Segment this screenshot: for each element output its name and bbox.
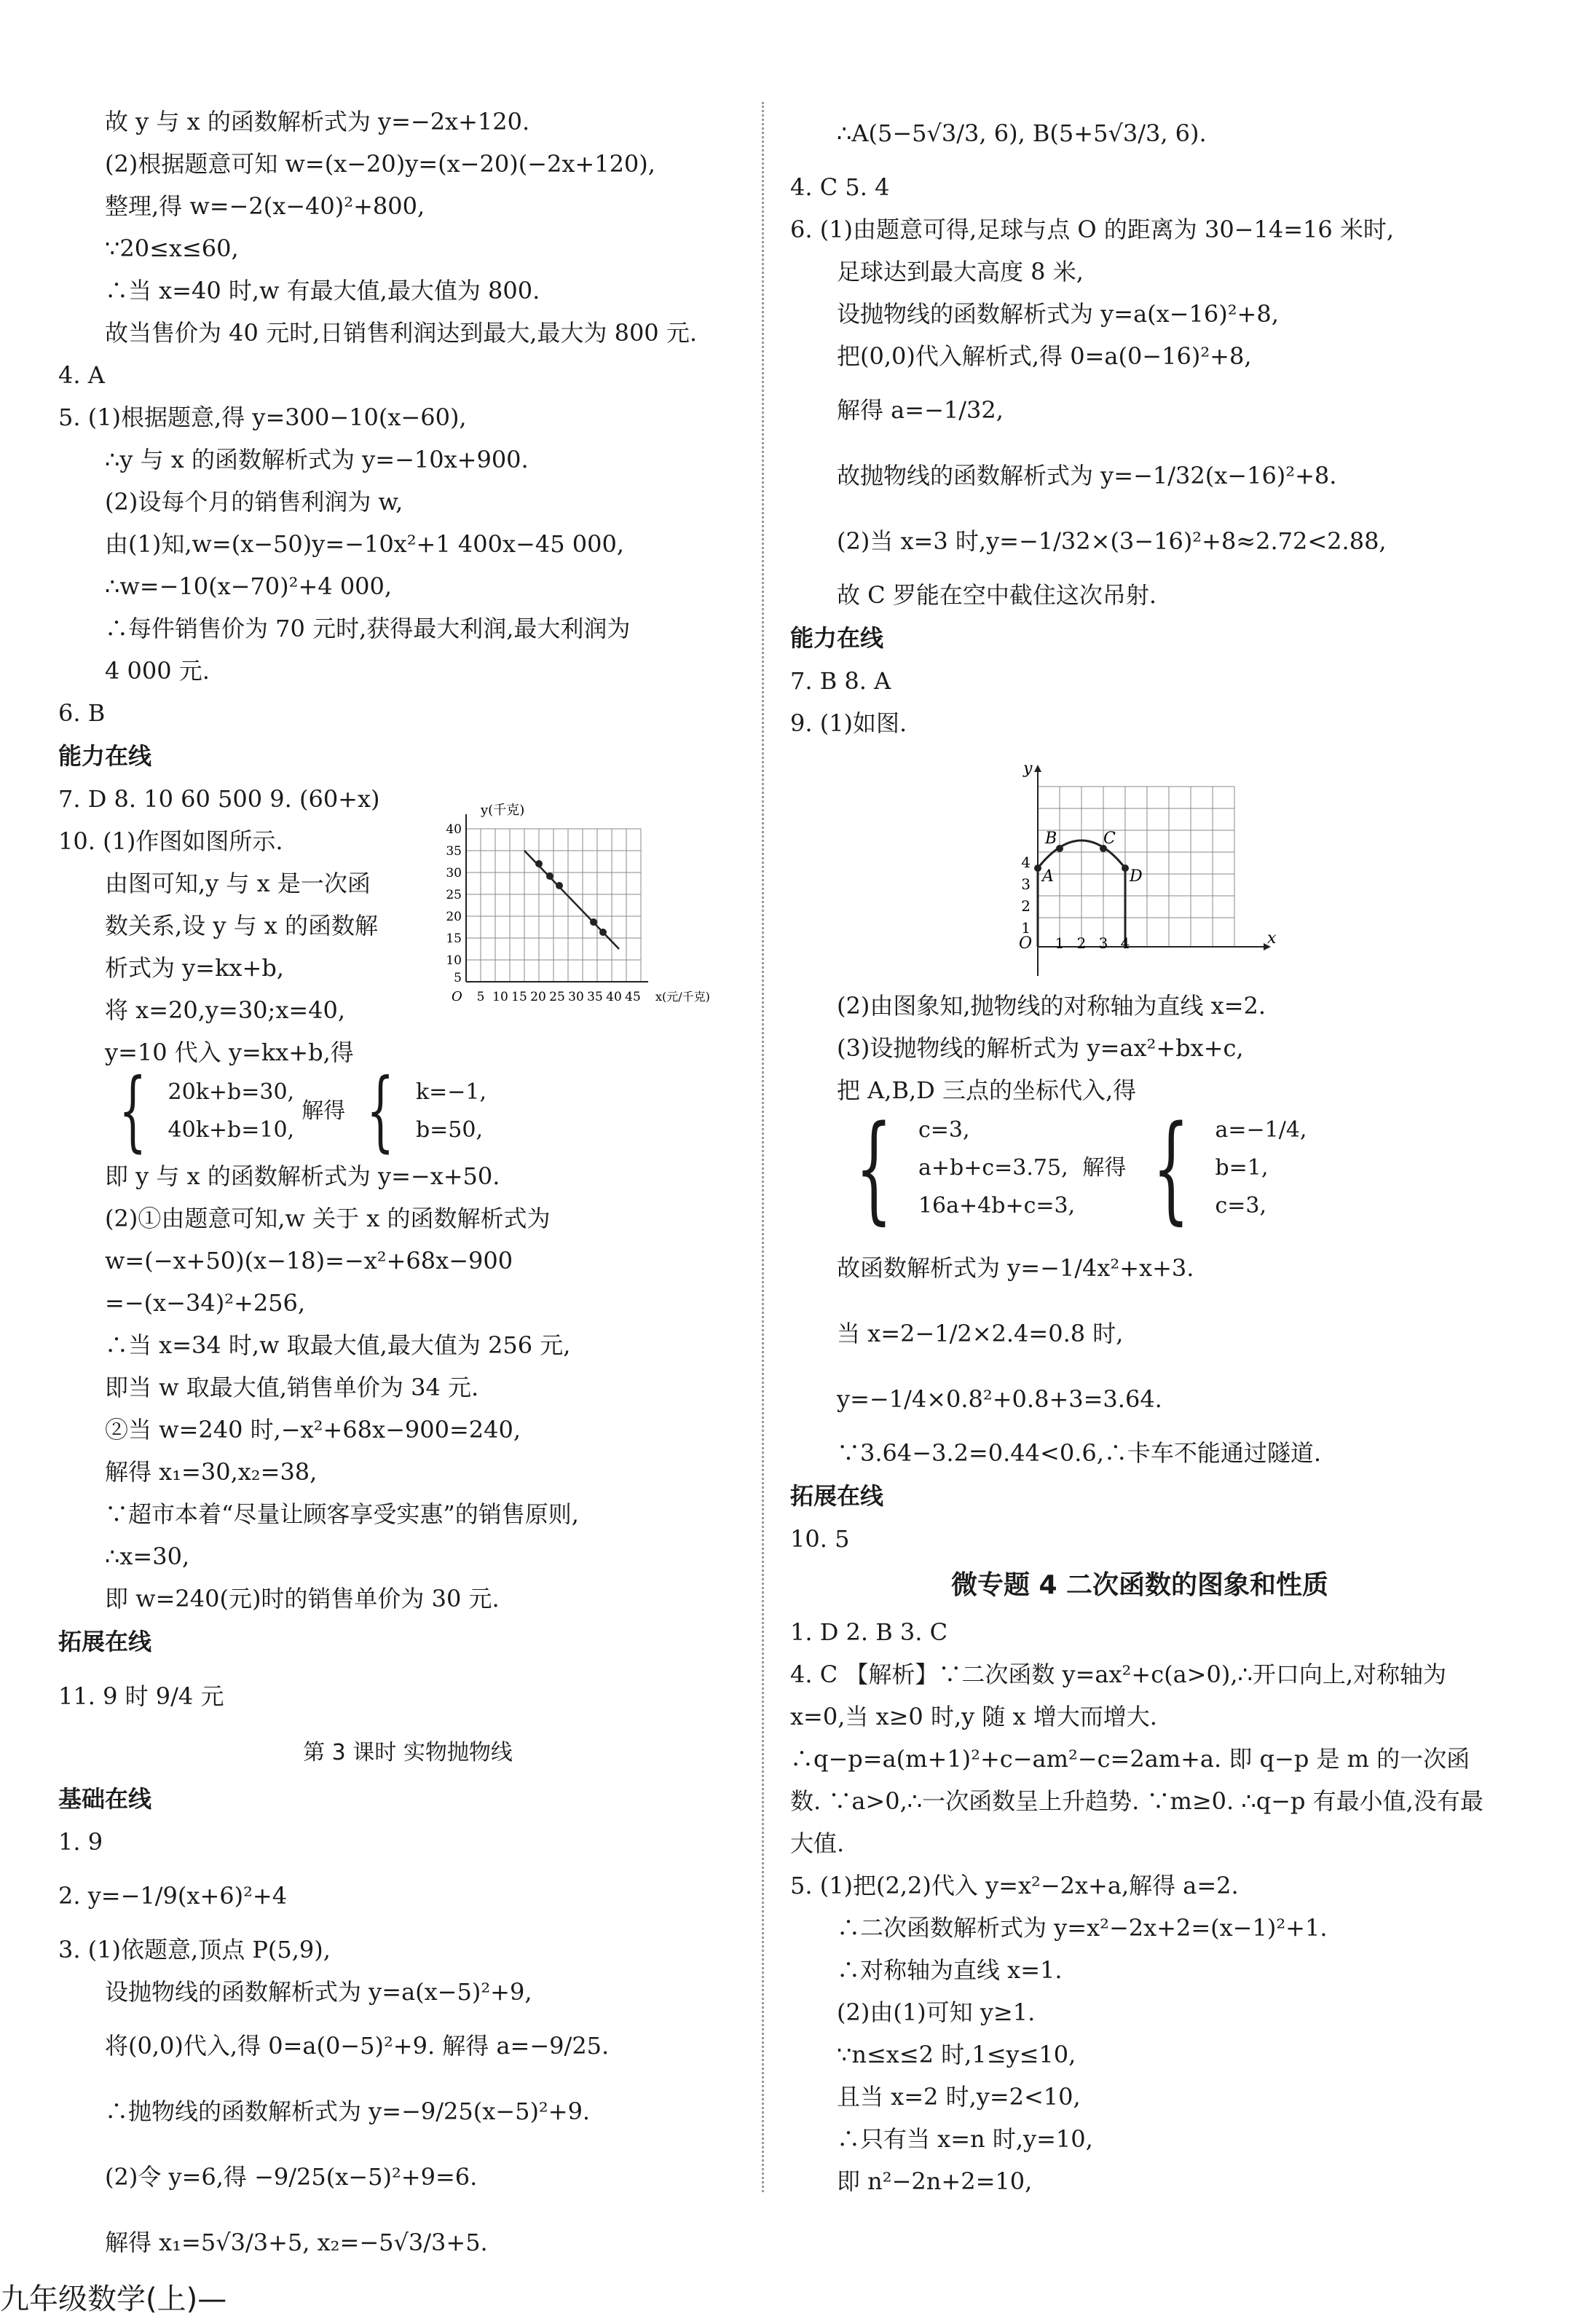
answer-line: 整理,得 w=−2(x−40)²+800, (105, 192, 425, 220)
answer-line: 3. (1)依题意,顶点 P(5,9), (58, 1936, 331, 1963)
y-tick: 40 (446, 822, 462, 837)
answer-line: 4 000 元. (105, 657, 210, 685)
answer-line: ∴对称轴为直线 x=1. (837, 1956, 1063, 1984)
answer-paragraph: 4. C 【解析】∵二次函数 y=ax²+c(a>0),∴开口向上,对称轴为 x=0,当 x≥0 时,y 随 x 增大而增大. ∴q−p=a(m+1)²+c−am²−c=2am+a. 即 q−p 是 m 的一次函数. ∵a>0,∴一次函数呈上升趋势. ∵m≥0. ∴q−p 有最小值,没有最大值. (790, 1661, 1483, 1857)
y-tick: 30 (446, 866, 462, 881)
x-tick: 4 (1120, 934, 1130, 952)
equation: a+b+c=3.75, (918, 1155, 1068, 1181)
y-tick: 15 (446, 931, 462, 946)
answer-line: 足球达到最大高度 8 米, (837, 258, 1084, 285)
answer-line: 7. B 8. A (790, 667, 891, 695)
data-point (590, 918, 597, 926)
section-heading: 基础在线 (58, 1785, 152, 1813)
section-title: 微专题 4 二次函数的图象和性质 (950, 1570, 1329, 1600)
answer-line: ∴二次函数解析式为 y=x²−2x+2=(x−1)²+1. (837, 1914, 1328, 1942)
section-heading: 拓展在线 (58, 1628, 152, 1655)
x-tick: 35 (587, 990, 603, 1004)
origin-label: O (1019, 934, 1033, 953)
x-tick: 30 (568, 990, 584, 1004)
answer-line: ∴y 与 x 的函数解析式为 y=−10x+900. (105, 446, 529, 473)
answer-line: ∴w=−10(x−70)²+4 000, (105, 572, 393, 600)
y-tick: 3 (1021, 875, 1031, 893)
equation: 20k+b=30, (168, 1079, 295, 1105)
y-tick: 10 (446, 953, 462, 968)
origin-label: O (452, 989, 462, 1004)
answer-line: 10. 5 (790, 1525, 850, 1553)
y-tick: 20 (446, 910, 462, 924)
x-tick: 3 (1098, 934, 1108, 952)
answer-line: 9. (1)如图. (790, 709, 907, 737)
brace: { (366, 1060, 395, 1162)
section-heading: 拓展在线 (790, 1482, 884, 1510)
equation: a=−1/4, (1215, 1117, 1307, 1143)
y-tick: 35 (446, 844, 462, 859)
x-tick: 15 (511, 990, 527, 1004)
x-axis-label: x(元/千克) (655, 990, 710, 1004)
data-point (556, 882, 563, 889)
point-a (1034, 864, 1041, 872)
answer-line: ∵超市本着“尽量让顾客享受实惠”的销售原则, (105, 1500, 579, 1528)
brace: { (1151, 1100, 1189, 1236)
answer-line: ∴A(5−5√3/3, 6), B(5+5√3/3, 6). (837, 119, 1207, 147)
data-point (546, 873, 553, 880)
equation: 16a+4b+c=3, (918, 1193, 1076, 1218)
answer-line: ∵20≤x≤60, (105, 235, 239, 262)
equation-system (790, 1100, 1489, 1236)
price-weight-graph (437, 800, 728, 1004)
answer-line: 6. (1)由题意可得,足球与点 O 的距离为 30−14=16 米时, (790, 216, 1395, 243)
answer-line: ∴当 x=34 时,w 取最大值,最大值为 256 元, (105, 1331, 571, 1359)
answer-line: 设抛物线的函数解析式为 y=a(x−5)²+9, (105, 1978, 532, 2006)
answer-line: 把(0,0)代入解析式,得 0=a(0−16)²+8, (837, 342, 1252, 370)
x-tick: 2 (1076, 934, 1087, 952)
brace: { (855, 1100, 893, 1236)
column-divider (762, 102, 764, 2192)
answer-line: y=10 代入 y=kx+b,得 (105, 1039, 354, 1066)
equation: b=50, (415, 1117, 484, 1143)
equation: b=1, (1215, 1155, 1269, 1181)
label-a: A (1042, 867, 1054, 886)
data-point (535, 860, 543, 867)
answer-line: ②当 w=240 时,−x²+68x−900=240, (105, 1416, 521, 1443)
grid (1038, 787, 1234, 947)
answer-line: 把 A,B,D 三点的坐标代入,得 (837, 1076, 1137, 1104)
answer-line: 2. y=−1/9(x+6)²+4 (58, 1882, 288, 1910)
answer-line: 解得 x₁=30,x₂=38, (105, 1458, 318, 1486)
answer-line: ∴每件销售价为 70 元时,获得最大利润,最大利润为 (105, 615, 631, 642)
answer-line: ∴抛物线的函数解析式为 y=−9/25(x−5)²+9. (105, 2097, 591, 2125)
answer-line: 数关系,设 y 与 x 的函数解 (105, 912, 378, 940)
point-d (1122, 864, 1129, 872)
x-tick: 10 (492, 990, 508, 1004)
system-right (1215, 1111, 1307, 1225)
answer-line: 析式为 y=kx+b, (105, 954, 284, 982)
answer-line: 10. (1)作图如图所示. (58, 827, 283, 855)
system-left (918, 1111, 1075, 1225)
answer-line: 4. A (58, 361, 105, 389)
equation: c=3, (918, 1117, 970, 1143)
answer-line: 即 n²−2n+2=10, (837, 2167, 1033, 2195)
y-tick: 4 (1021, 854, 1031, 871)
answer-line: (2)令 y=6,得 −9/25(x−5)²+9=6. (105, 2163, 478, 2191)
y-axis-label: y (1023, 760, 1033, 778)
left-column (58, 101, 757, 2275)
answer-line: ∴当 x=40 时,w 有最大值,最大值为 800. (105, 277, 540, 304)
answer-line: 故 y 与 x 的函数解析式为 y=−2x+120. (105, 108, 530, 135)
label-c: C (1103, 830, 1116, 848)
equation: k=−1, (415, 1079, 487, 1105)
answer-line: (2)①由题意可知,w 关于 x 的函数解析式为 (105, 1205, 551, 1232)
answer-line: 即 y 与 x 的函数解析式为 y=−x+50. (105, 1162, 500, 1190)
page-footer: 九年级数学(上)— (0, 2282, 227, 2316)
section-heading: 能力在线 (790, 624, 884, 652)
answer-line: w=(−x+50)(x−18)=−x²+68x−900 (105, 1247, 513, 1275)
answer-line: 7. D 8. 10 60 500 9. (60+x) (58, 785, 380, 813)
right-column (790, 101, 1489, 2202)
tunnel-arch-graph (1016, 757, 1293, 990)
answer-line: 11. 9 时 9/4 元 (58, 1682, 224, 1710)
answer-line: 故抛物线的函数解析式为 y=−1/32(x−16)²+8. (837, 462, 1337, 489)
y-tick: 2 (1021, 897, 1031, 915)
answer-line: ∵n≤x≤2 时,1≤y≤10, (837, 2041, 1076, 2068)
answer-line: 设抛物线的函数解析式为 y=a(x−16)²+8, (837, 300, 1279, 328)
x-tick: 5 (476, 990, 485, 1004)
answer-line: (3)设抛物线的解析式为 y=ax²+bx+c, (837, 1034, 1244, 1062)
answer-line: 将(0,0)代入,得 0=a(0−5)²+9. 解得 a=−9/25. (105, 2032, 610, 2060)
answer-line: 解得 x₁=5√3/3+5, x₂=−5√3/3+5. (105, 2229, 488, 2256)
point-b (1056, 845, 1063, 852)
answer-line: (2)当 x=3 时,y=−1/32×(3−16)²+8≈2.72<2.88, (837, 527, 1387, 555)
answer-line: =−(x−34)²+256, (105, 1289, 306, 1317)
answer-line: 6. B (58, 699, 106, 727)
answer-line: (2)根据题意可知 w=(x−20)y=(x−20)(−2x+120), (105, 150, 655, 178)
answer-line: 故函数解析式为 y=−1/4x²+x+3. (837, 1254, 1194, 1282)
answer-line: 5. (1)根据题意,得 y=300−10(x−60), (58, 403, 467, 431)
section-heading: 能力在线 (58, 742, 152, 770)
answer-line: 即当 w 取最大值,销售单价为 34 元. (105, 1374, 479, 1401)
answer-line: 将 x=20,y=30;x=40, (105, 996, 346, 1024)
y-tick: 25 (446, 888, 462, 902)
answer-line: 且当 x=2 时,y=2<10, (837, 2083, 1081, 2111)
answer-line: (2)设每个月的销售利润为 w, (105, 488, 403, 516)
answer-line: ∴只有当 x=n 时,y=10, (837, 2125, 1093, 2153)
y-tick: 5 (454, 971, 462, 985)
answer-line: 1. 9 (58, 1828, 103, 1856)
answer-line: 即 w=240(元)时的销售单价为 30 元. (105, 1585, 500, 1612)
x-tick: 25 (549, 990, 565, 1004)
answer-line: 由(1)知,w=(x−50)y=−10x²+1 400x−45 000, (105, 530, 624, 558)
answer-line: 5. (1)把(2,2)代入 y=x²−2x+a,解得 a=2. (790, 1872, 1239, 1899)
answer-line: 解得 a=−1/32, (837, 396, 1004, 424)
equation-system (58, 1060, 757, 1162)
answer-line: 1. D 2. B 3. C (790, 1618, 948, 1646)
x-tick: 45 (625, 990, 641, 1004)
lesson-title: 第 3 课时 实物抛物线 (303, 1740, 513, 1765)
y-tick: 1 (1021, 919, 1031, 937)
answer-line: 4. C 5. 4 (790, 173, 890, 201)
x-axis-label: x (1267, 929, 1277, 948)
y-arrow (1034, 765, 1041, 772)
x-tick: 40 (606, 990, 622, 1004)
answer-line: 当 x=2−1/2×2.4=0.8 时, (837, 1320, 1124, 1347)
x-tick: 1 (1055, 934, 1065, 952)
answer-line: 由图可知,y 与 x 是一次函 (105, 870, 371, 897)
answer-line: (2)由图象知,抛物线的对称轴为直线 x=2. (837, 992, 1266, 1020)
equation: c=3, (1215, 1193, 1267, 1218)
answer-line: ∴x=30, (105, 1543, 190, 1570)
data-point (599, 929, 607, 936)
answer-line: y=−1/4×0.8²+0.8+3=3.64. (837, 1385, 1162, 1413)
system-right (416, 1074, 486, 1149)
label-d: D (1130, 867, 1143, 886)
x-tick: 20 (530, 990, 546, 1004)
answer-line: (2)由(1)可知 y≥1. (837, 1998, 1036, 2026)
brace: { (119, 1060, 147, 1162)
answer-line: 故 C 罗能在空中截住这次吊射. (837, 581, 1157, 609)
y-axis-label: y(千克) (481, 803, 525, 818)
label-b: B (1045, 830, 1057, 848)
system-left (168, 1074, 295, 1149)
grid (466, 829, 641, 982)
equation: 40k+b=10, (168, 1117, 295, 1143)
answer-line: 故当售价为 40 元时,日销售利润达到最大,最大为 800 元. (105, 319, 698, 347)
answer-line: ∵3.64−3.2=0.44<0.6,∴卡车不能通过隧道. (837, 1439, 1322, 1467)
solve-label: 解得 (302, 1098, 346, 1124)
solve-label: 解得 (1082, 1155, 1127, 1181)
